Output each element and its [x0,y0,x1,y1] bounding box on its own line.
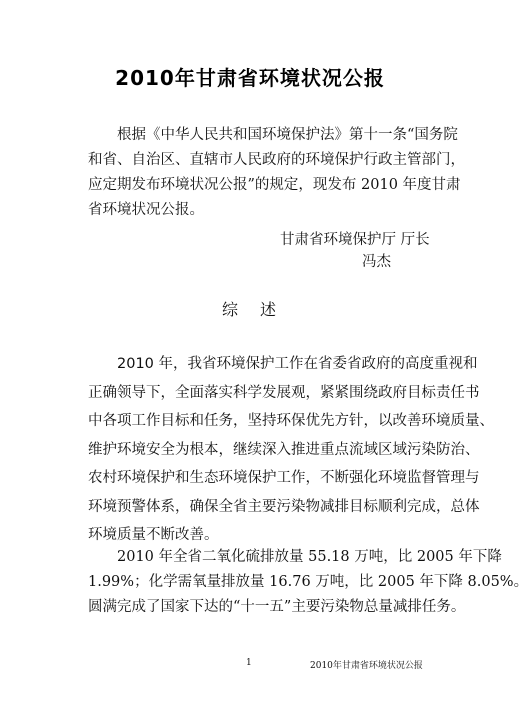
signature-organization: 甘肃省环境保护厅 厅长 [280,232,430,248]
summary-line: 中各项工作目标和任务，坚持环保优先方针，以改善环境质量、 [88,413,494,429]
signature-name: 冯杰 [362,254,391,270]
emissions-line: 圆满完成了国家下达的“十一五”主要污染物总量减排任务。 [88,599,466,615]
document-title: 2010年甘肃省环境状况公报 [115,66,385,90]
page-number: 1 [246,658,252,668]
summary-paragraph [88,350,494,550]
intro-line: 省环境状况公报。 [88,202,204,218]
summary-line: 环境预警体系，确保全省主要污染物减排目标顺利完成，总体 [88,498,480,515]
emissions-line: 2010 年全省二氧化硫排放量 55.18 万吨，比 2005 年下降 [117,549,502,565]
emissions-line: 1.99%；化学需氧量排放量 16.76 万吨，比 2005 年下降 8.05%。 [88,574,528,590]
summary-line: 农村环境保护和生态环境保护工作，不断强化环境监督管理与 [88,470,480,486]
summary-line: 正确领导下，全面落实科学发展观，紧紧围绕政府目标责任书 [88,384,480,401]
intro-line: 应定期发布环境状况公报”的规定，现发布 2010 年度甘肃 [88,177,461,193]
summary-line: 维护环境安全为根本，继续深入推进重点流域区域污染防治、 [88,441,480,458]
footer-running-title: 2010年甘肃省环境状况公报 [310,661,423,671]
emissions-paragraph [88,545,528,620]
intro-line: 和省、自治区、直辖市人民政府的环境保护行政主管部门， [88,152,465,168]
summary-line: 环境质量不断改善。 [88,527,219,543]
summary-line: 2010 年，我省环境保护工作在省委省政府的高度重视和 [117,356,478,372]
intro-line: 根据《中华人民共和国环境保护法》第十一条“国务院 [117,127,458,143]
intro-paragraph [88,123,465,223]
section-heading: 综述 [221,300,298,319]
